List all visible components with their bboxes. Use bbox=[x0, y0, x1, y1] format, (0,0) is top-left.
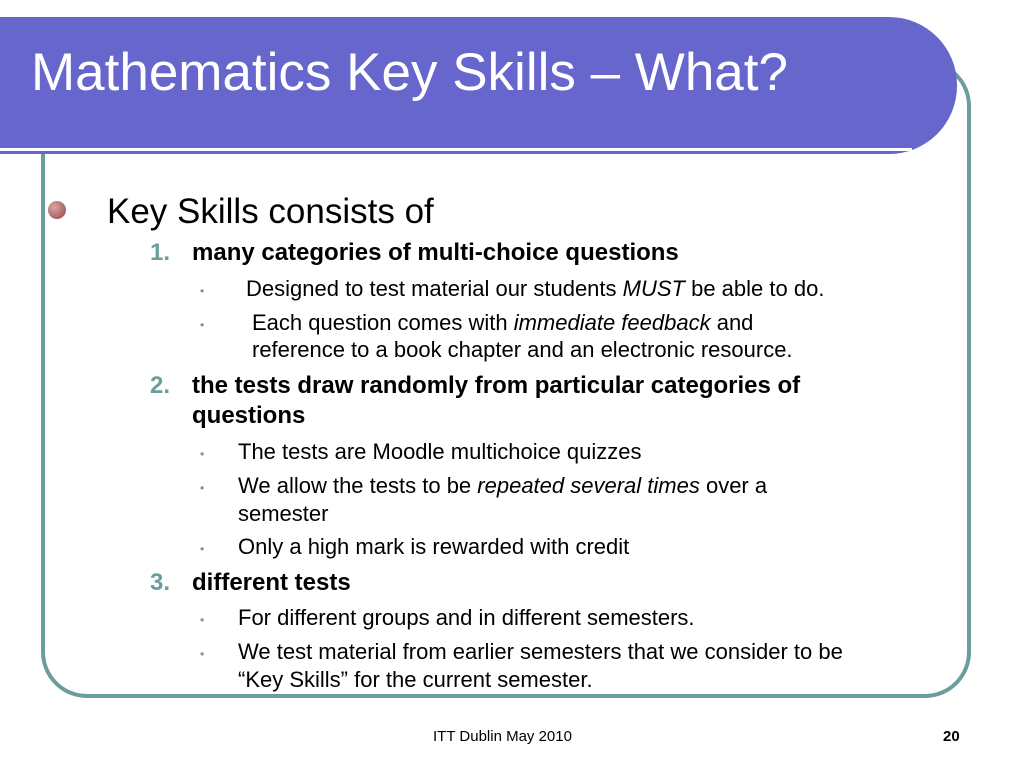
item-3-sub-2-line2: “Key Skills” for the current semester. bbox=[238, 667, 593, 692]
item-2-sub-1: The tests are Moodle multichoice quizzes bbox=[238, 439, 642, 464]
item-2-sub-2-line2: semester bbox=[238, 501, 329, 526]
sub-bullet-icon: • bbox=[200, 481, 205, 495]
main-bullet-text: Key Skills consists of bbox=[107, 192, 434, 231]
item-2-number: 2. bbox=[150, 372, 171, 399]
item-1-sub-2: Each question comes with immediate feedback and bbox=[252, 310, 754, 335]
item-2-heading: the tests draw randomly from particular categories of bbox=[192, 372, 801, 399]
sub-bullet-icon: • bbox=[200, 284, 205, 298]
item-1-sub-2-line2: reference to a book chapter and an electronic resource. bbox=[252, 337, 793, 362]
item-1-number: 1. bbox=[150, 239, 171, 266]
sub-bullet-icon: • bbox=[200, 613, 205, 627]
sub-bullet-icon: • bbox=[200, 647, 205, 661]
item-2-sub-3: Only a high mark is rewarded with credit bbox=[238, 534, 630, 559]
item-2-sub-2: We allow the tests to be repeated several times over a bbox=[238, 473, 768, 498]
item-1-heading: many categories of multi-choice questions bbox=[192, 239, 679, 266]
item-2-heading-line2: questions bbox=[192, 402, 306, 429]
title-underline bbox=[0, 148, 912, 151]
item-3-sub-1: For different groups and in different semesters. bbox=[238, 605, 695, 630]
sub-bullet-icon: • bbox=[200, 447, 205, 461]
main-bullet-icon bbox=[48, 201, 66, 219]
slide-title: Mathematics Key Skills – What? bbox=[31, 43, 788, 102]
sub-bullet-icon: • bbox=[200, 542, 205, 556]
item-3-number: 3. bbox=[150, 569, 171, 596]
item-1-sub-1: Designed to test material our students MUST be able to do. bbox=[246, 276, 825, 301]
page-number: 20 bbox=[943, 728, 960, 745]
item-3-sub-2: We test material from earlier semesters that we consider to be bbox=[238, 639, 843, 664]
item-3-heading: different tests bbox=[192, 569, 351, 596]
sub-bullet-icon: • bbox=[200, 318, 205, 332]
footer-text: ITT Dublin May 2010 bbox=[433, 728, 572, 745]
